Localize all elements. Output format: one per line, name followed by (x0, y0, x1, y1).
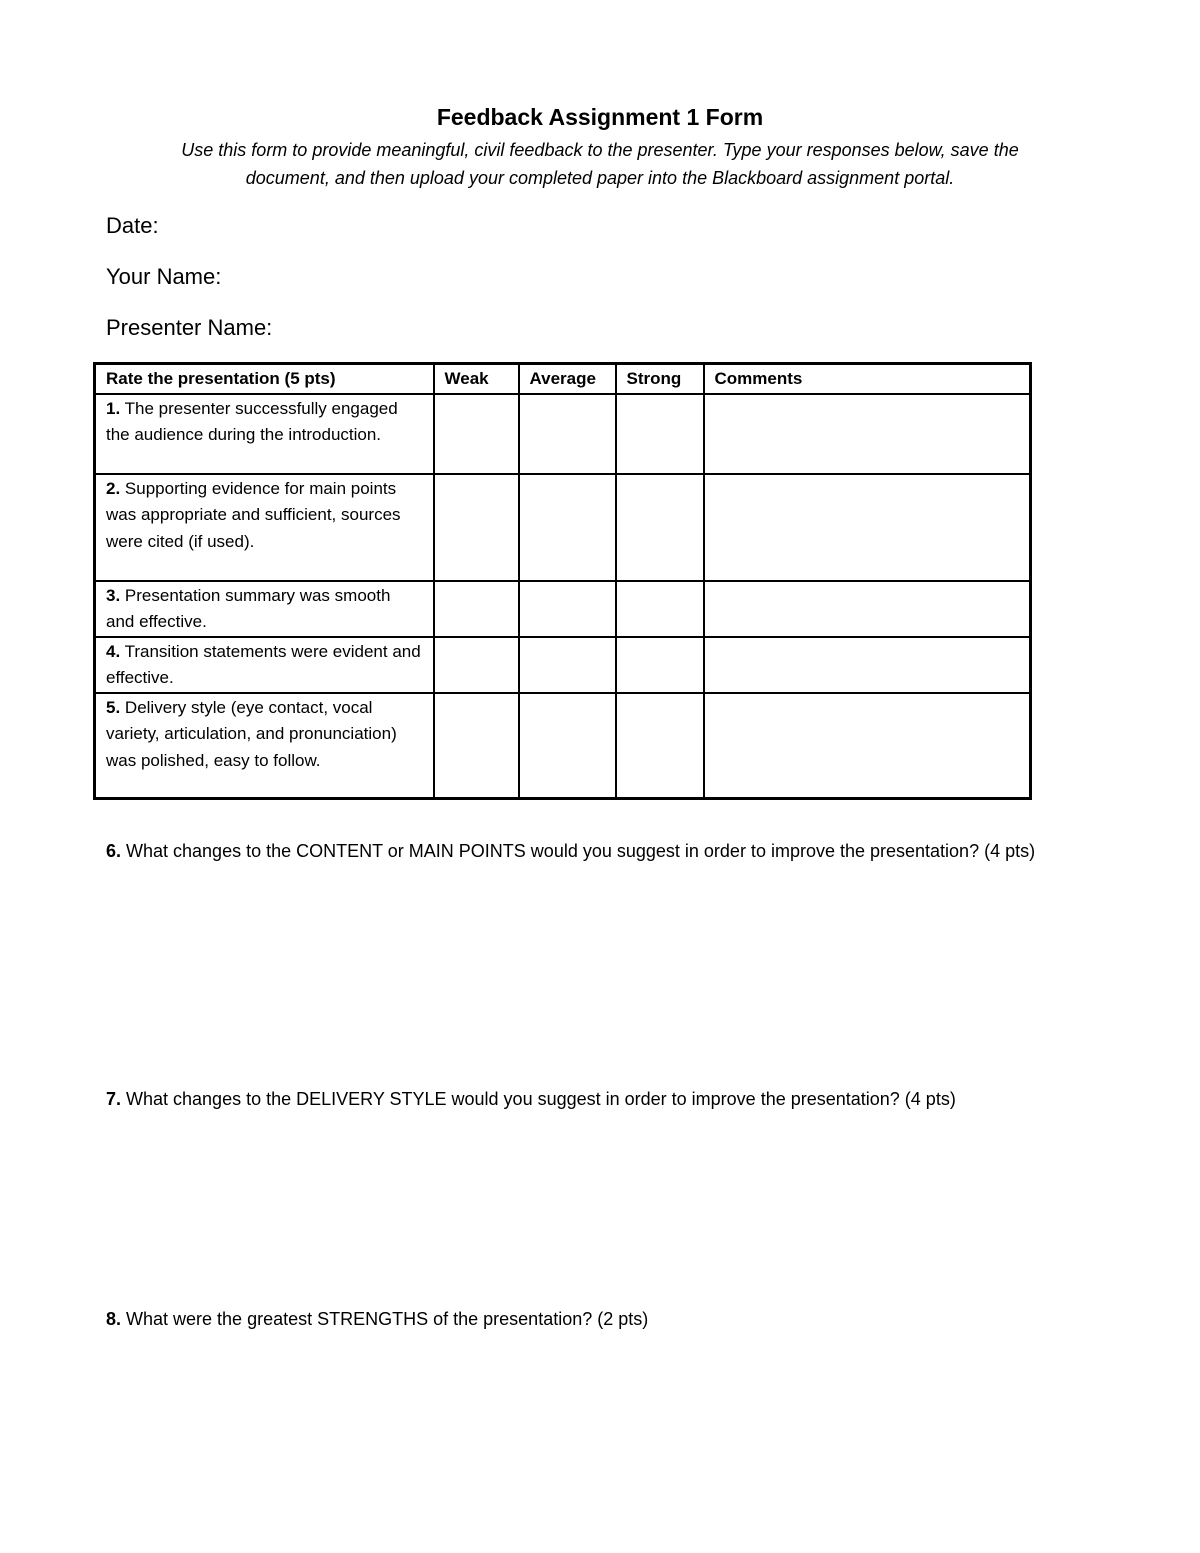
header-average: Average (519, 364, 616, 394)
your-name-label: Your Name: (106, 264, 222, 289)
comments-cell[interactable] (704, 693, 1031, 799)
question-number: 6. (106, 841, 122, 861)
strong-cell[interactable] (616, 474, 704, 581)
question-number: 8. (106, 1309, 122, 1329)
average-cell[interactable] (519, 693, 616, 799)
comments-cell[interactable] (704, 474, 1031, 581)
criterion-cell (95, 693, 434, 799)
rating-table (93, 362, 1032, 800)
table-row (95, 581, 1031, 637)
weak-cell[interactable] (434, 693, 519, 799)
criterion-cell (95, 581, 434, 637)
header-strong: Strong (616, 364, 704, 394)
criterion-text: Delivery style (eye contact, vocal variety, articulation, and pronunciation) was polished, easy to follow. (106, 697, 397, 770)
question-text: What changes to the CONTENT or MAIN POINTS would you suggest in order to improve the presentation? (4 pts) (121, 841, 1036, 861)
question-text: What were the greatest STRENGTHS of the presentation? (2 pts) (121, 1309, 649, 1329)
criterion-text: Transition statements were evident and effective. (106, 641, 421, 687)
table-row (95, 637, 1031, 693)
criterion-cell (95, 394, 434, 474)
header-weak: Weak (434, 364, 519, 394)
criterion-number: 2. (106, 478, 121, 498)
criterion-text: Presentation summary was smooth and effective. (106, 585, 391, 631)
weak-cell[interactable] (434, 474, 519, 581)
criterion-number: 3. (106, 585, 121, 605)
instructions-line-2: document, and then upload your completed paper into the Blackboard assignment portal. (245, 168, 955, 188)
average-cell[interactable] (519, 637, 616, 693)
question-8 (106, 1305, 1096, 1333)
criterion-cell (95, 637, 434, 693)
criterion-text: The presenter successfully engaged the audience during the introduction. (106, 398, 398, 444)
instructions (130, 136, 1070, 192)
criterion-cell (95, 474, 434, 581)
question-6 (106, 837, 1096, 865)
date-label: Date: (106, 213, 159, 238)
comments-cell[interactable] (704, 637, 1031, 693)
average-cell[interactable] (519, 394, 616, 474)
criterion-number: 5. (106, 697, 121, 717)
comments-cell[interactable] (704, 394, 1031, 474)
comments-cell[interactable] (704, 581, 1031, 637)
page-title: Feedback Assignment 1 Form (436, 104, 764, 130)
average-cell[interactable] (519, 581, 616, 637)
criterion-number: 4. (106, 641, 121, 661)
strong-cell[interactable] (616, 394, 704, 474)
instructions-line-1: Use this form to provide meaningful, civil feedback to the presenter. Type your responses below, save the (181, 140, 1019, 160)
weak-cell[interactable] (434, 581, 519, 637)
table-row (95, 394, 1031, 474)
question-number: 7. (106, 1089, 122, 1109)
presenter-name-label: Presenter Name: (106, 315, 273, 340)
table-row (95, 693, 1031, 799)
criterion-text: Supporting evidence for main points was appropriate and sufficient, sources were cited (if used). (106, 478, 401, 551)
table-row (95, 474, 1031, 581)
strong-cell[interactable] (616, 581, 704, 637)
strong-cell[interactable] (616, 637, 704, 693)
average-cell[interactable] (519, 474, 616, 581)
criterion-number: 1. (106, 398, 121, 418)
header-rate-presentation: Rate the presentation (5 pts) (95, 364, 434, 394)
weak-cell[interactable] (434, 394, 519, 474)
table-header-row (95, 364, 1031, 394)
strong-cell[interactable] (616, 693, 704, 799)
question-text: What changes to the DELIVERY STYLE would you suggest in order to improve the presentation? (4 pts) (121, 1089, 956, 1109)
header-comments: Comments (704, 364, 1031, 394)
question-7 (106, 1085, 1096, 1113)
weak-cell[interactable] (434, 637, 519, 693)
